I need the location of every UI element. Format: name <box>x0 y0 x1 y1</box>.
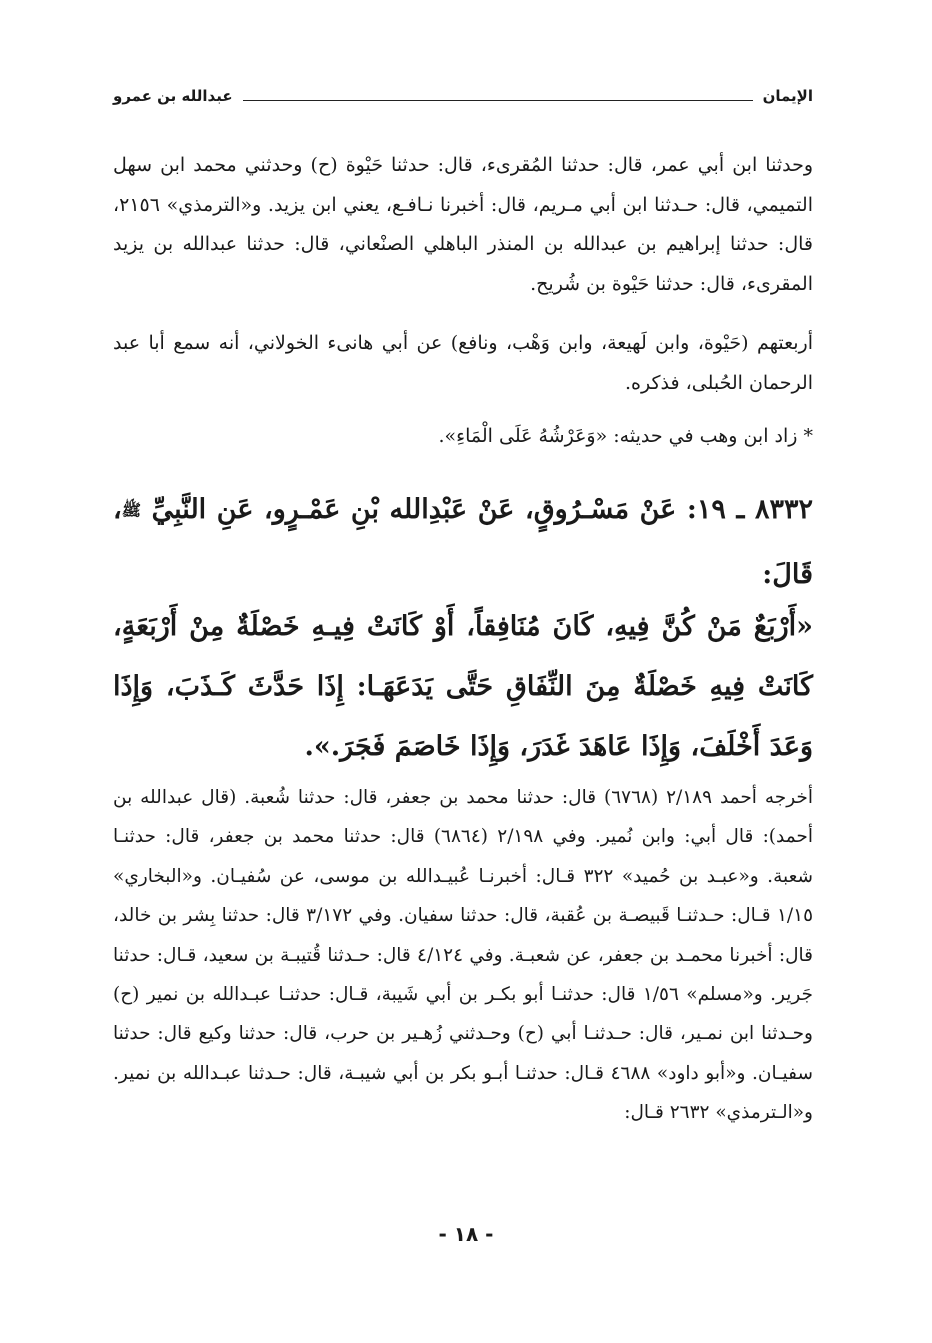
qala-text: ، قَالَ: <box>113 494 813 590</box>
hadith-text: «أَرْبَعٌ مَنْ كُنَّ فِيهِ، كَانَ مُنَافِقاً، أَوْ كَانَتْ فِيـهِ خَصْلَةٌ مِنْ أَرْبَعَةٍ، كَانَتْ فِيهِ خَصْلَةٌ مِنَ النِّفَاقِ حَتَّى يَدَعَهَـا: إِذَا حَدَّثَ كَـذَبَ، وَإِذَا وَعَدَ أَخْلَفَ، وَإِذَا عَاهَدَ غَدَرَ، وَإِذَا خَاصَمَ فَجَرَ.». <box>113 611 813 762</box>
addition-note: * زاد ابن وهب في حديثه: «وَعَرْشُهُ عَلَى الْمَاءِ». <box>438 425 813 447</box>
page-number: - ١٨ - <box>438 1222 494 1246</box>
narrators-paragraph: أربعتهم (حَيْوة، وابن لَهيعة، وابن وَهْب، ونافع) عن أبي هانىء الخولاني، أنه سمع أبا عبد الرحمان الحُبلى، فذكره. <box>113 332 813 394</box>
header-chapter-title: الإيمان <box>762 87 813 105</box>
hadith-number-and-chain: ٨٣٣٢ ـ ١٩: عَنْ مَسْـرُوقٍ، عَنْ عَبْدِالله بْنِ عَمْـرٍو، عَنِ النَّبِيِّ <box>151 494 813 525</box>
header-companion-name: عبدالله بن عمرو <box>113 87 233 105</box>
takhrij-paragraph: أخرجه أحمد ٢/١٨٩ (٦٧٦٨) قال: حدثنا محمد بن جعفر، قال: حدثنا شُعبة. (قال عبدالله بن أحمد): قال أبي: وابن نُمير. وفي ٢/١٩٨ (٦٨٦٤) قال: حدثنا محمد بن جعفر، قال: حدثنـا شعبة. و«عبـد بن حُميد» ٣٢٢ قـال: أخبرنـا عُبيـدالله بن موسى، عن سُفيـان. و«البخاري» ١/١٥ قـال: حـدثنـا قَبيصـة بن عُقبة، قال: حدثنا سفيان. وفي ٣/١٧٢ قال: حدثنا بِشر بن خالد، قال: أخبرنا محمـد بن جعفر، عن شعبـة. وفي ٤/١٢٤ قال: حـدثنا قُتيبـة بن سعيد، قـال: حدثنا جَرير. و«مسلم» ١/٥٦ قال: حدثنـا أبو بكـر بن أبي شَيبة، قـال: حدثنـا عبـدالله بن نمير (ح) وحـدثنا ابن نمـير، قال: حـدثنـا أبي (ح) وحـدثني زُهـير بن حرب، قال: حدثنا وكيع قال: حدثنا سفيـان. و«أبو داود» ٤٦٨٨ قـال: حدثنـا أبـو بكر بن أبي شيبـة، قال: حـدثنا عبـدالله بن نمير. و«الـترمذي» ٢٦٣٢ قـال: <box>113 787 814 1124</box>
hadith-heading <box>113 478 813 607</box>
isnad-paragraph: وحدثنا ابن أبي عمر، قال: حدثنا المُقرىء، قال: حدثنا حَيْوة (ح) وحدثني محمد ابن سهل التميمي، قال: حـدثنا ابن أبي مـريم، قال: أخبرنا نـافـع، يعني ابن يزيد. و«الترمذي» ٢١٥٦، قال: حدثنا إبراهيم بن عبدالله بن المنذر الباهلي الصنْعاني، قال: حدثنا عبدالله بن يزيد المقرىء، قال: حدثنا حَيْوة بن شُريح. <box>113 154 813 295</box>
salla-honorific: ﷺ <box>121 500 142 520</box>
running-header <box>113 84 813 108</box>
header-rule <box>243 100 753 101</box>
